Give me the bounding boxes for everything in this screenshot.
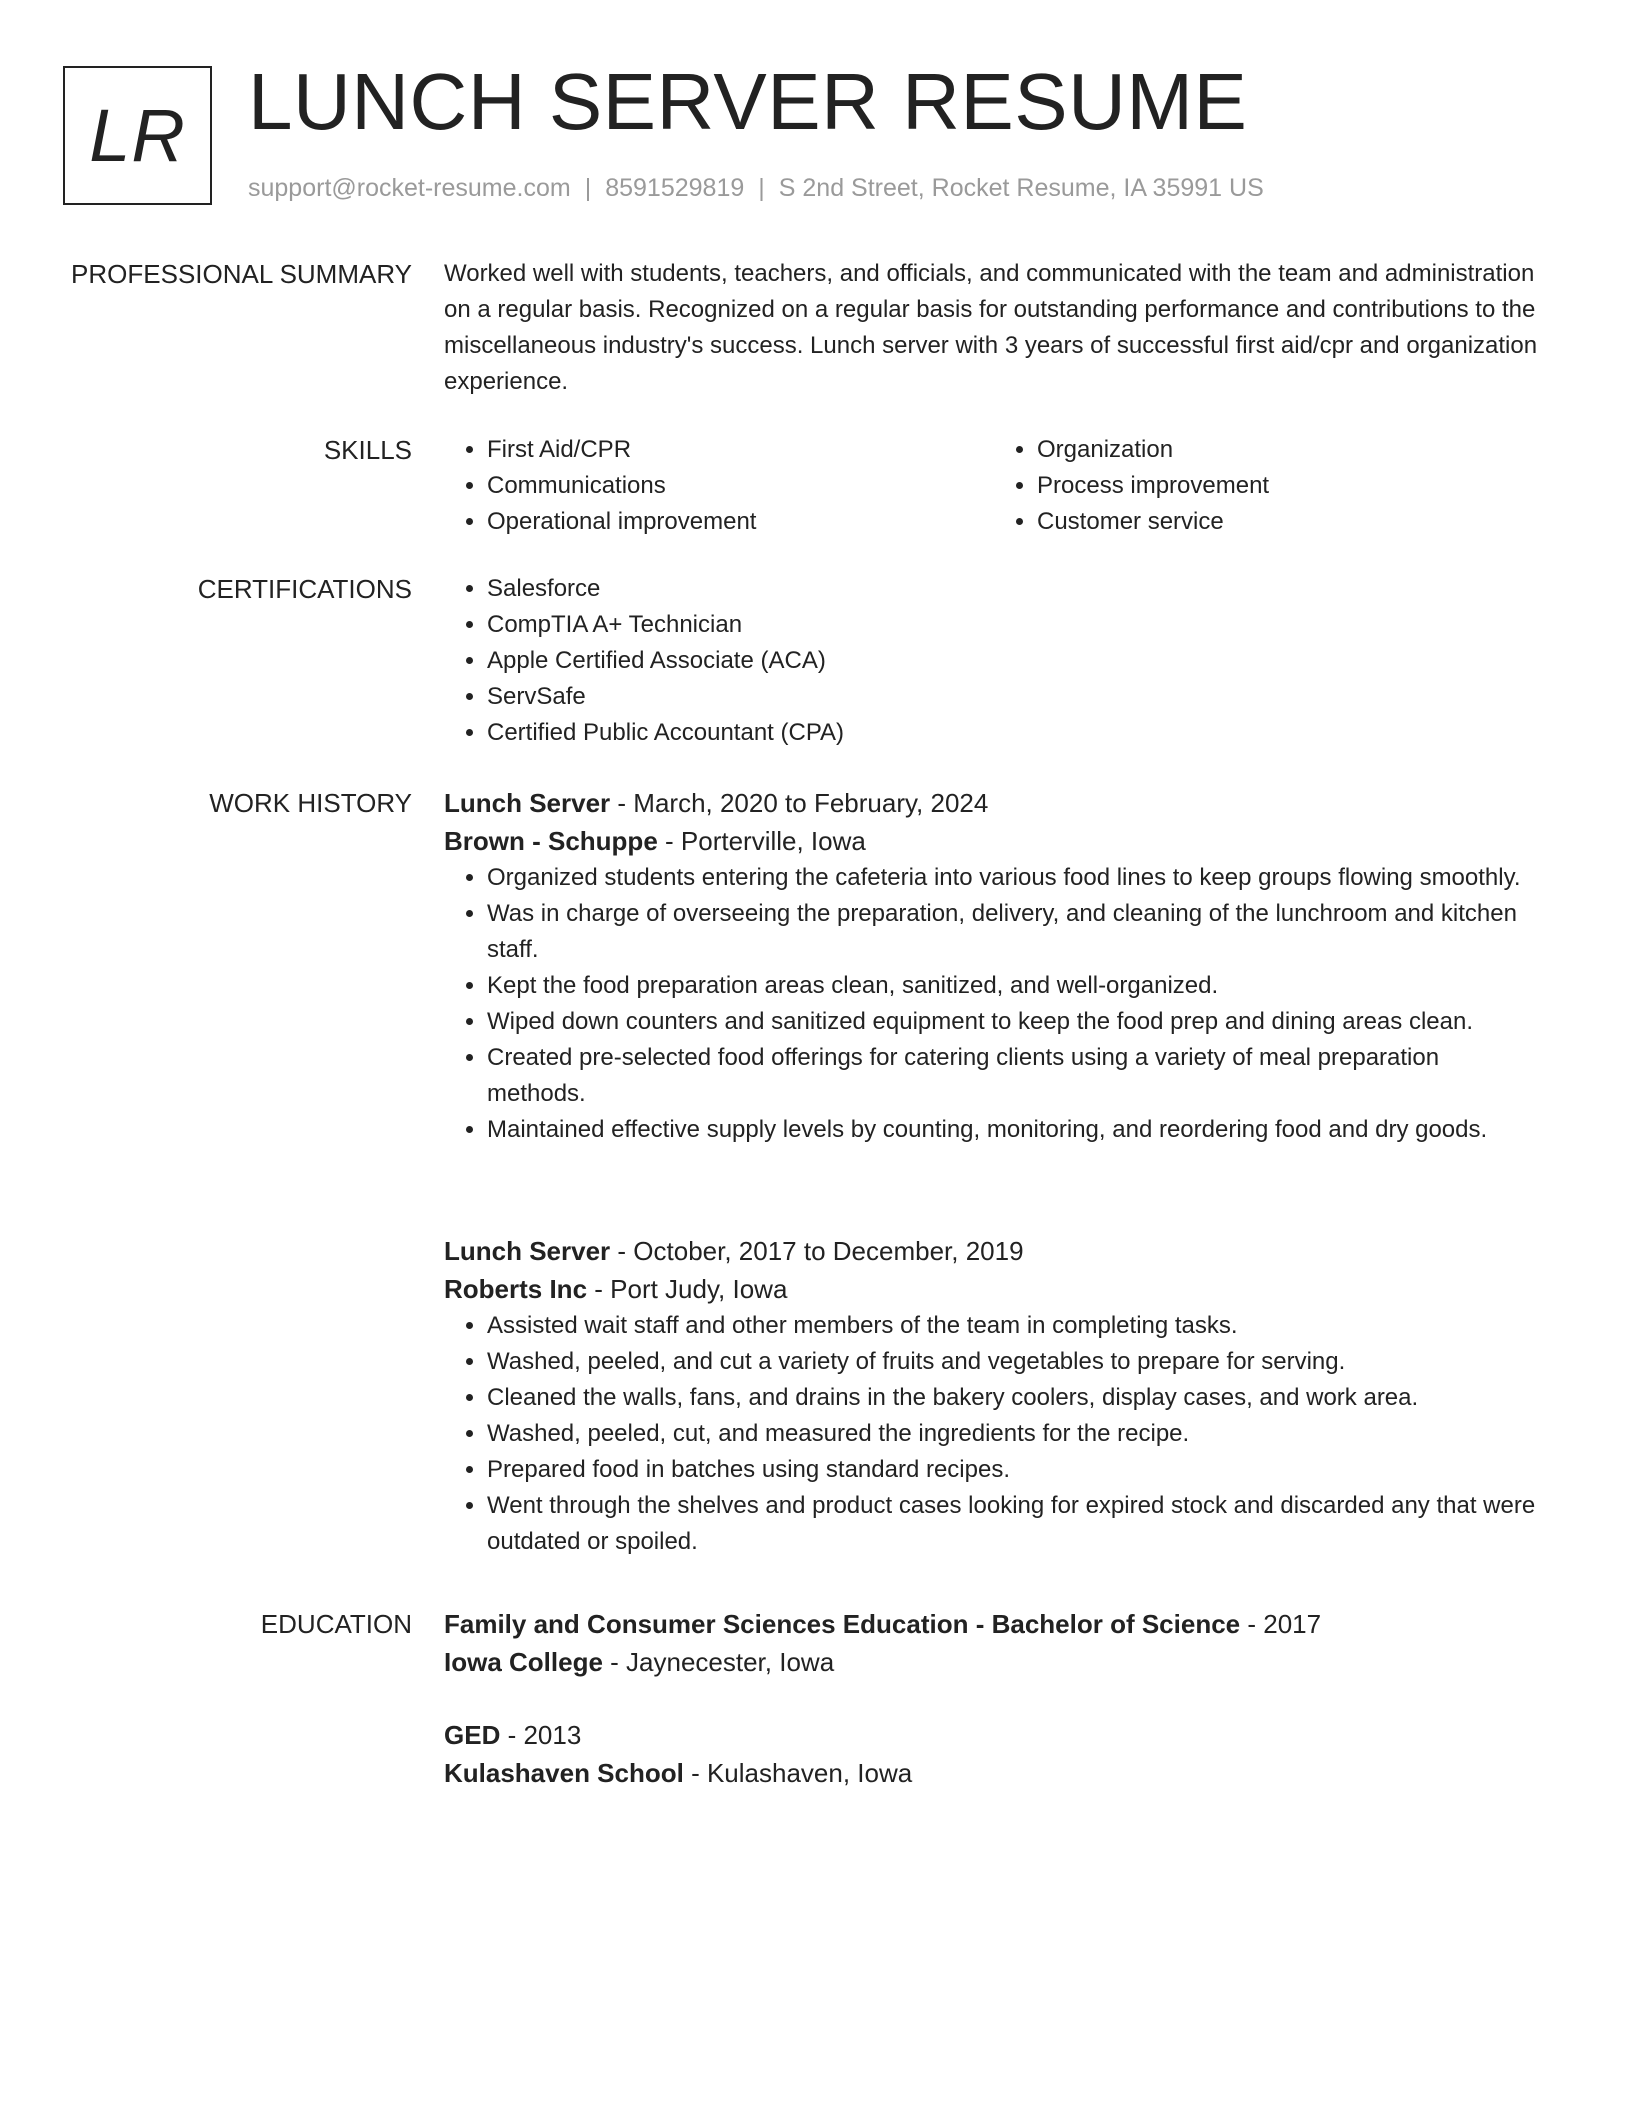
contact-separator: | bbox=[758, 174, 765, 202]
skill-item: • Customer service bbox=[1037, 504, 1544, 540]
education-school: Kulashaven School bbox=[444, 1758, 684, 1788]
job-duty: • Organized students entering the cafeteria into various food lines to keep groups flowing smoothly. bbox=[487, 860, 1544, 896]
education-degree-line bbox=[444, 1716, 1544, 1754]
skill-item: • First Aid/CPR bbox=[487, 432, 994, 468]
contact-line bbox=[248, 171, 1264, 205]
job-duty: • Prepared food in batches using standard recipes. bbox=[487, 1452, 1544, 1488]
resume-title: LUNCH SERVER RESUME bbox=[248, 57, 1248, 146]
skills-list-left bbox=[444, 432, 994, 540]
education-body bbox=[444, 1605, 1544, 1681]
skills-list-right bbox=[994, 432, 1544, 540]
certification-item: • CompTIA A+ Technician bbox=[487, 607, 1544, 643]
contact-separator: | bbox=[584, 174, 592, 202]
job-company-line bbox=[444, 822, 1544, 860]
certification-item: • Apple Certified Associate (ACA) bbox=[487, 643, 1544, 679]
job-location: - Port Judy, Iowa bbox=[594, 1274, 788, 1304]
skill-item: • Operational improvement bbox=[487, 504, 994, 540]
job-duty: • Maintained effective supply levels by counting, monitoring, and reordering food and dry goods. bbox=[487, 1112, 1544, 1148]
contact-address: S 2nd Street, Rocket Resume, IA 35991 US bbox=[778, 174, 1264, 202]
job-duty: • Cleaned the walls, fans, and drains in the bakery coolers, display cases, and work area. bbox=[487, 1380, 1544, 1416]
certification-item: • Certified Public Accountant (CPA) bbox=[487, 715, 1544, 751]
section-label-education: EDUCATION bbox=[260, 1609, 412, 1639]
summary-body bbox=[444, 256, 1544, 400]
education-year: - 2017 bbox=[1247, 1609, 1322, 1639]
section-label-summary: PROFESSIONAL SUMMARY bbox=[71, 259, 412, 289]
job-duties-list bbox=[444, 860, 1544, 1148]
job-dates: - March, 2020 to February, 2024 bbox=[617, 788, 989, 818]
work-history-body bbox=[444, 784, 1544, 1148]
job-title-line bbox=[444, 1232, 1544, 1270]
job-duty: • Wiped down counters and sanitized equipment to keep the food prep and dining areas clean. bbox=[487, 1004, 1544, 1040]
section-label-work: WORK HISTORY bbox=[209, 788, 412, 818]
contact-email[interactable]: support@rocket-resume.com bbox=[248, 174, 571, 202]
job-duty: • Created pre-selected food offerings for catering clients using a variety of meal preparation methods. bbox=[487, 1040, 1544, 1112]
education-degree: Family and Consumer Sciences Education - Bachelor of Science bbox=[444, 1609, 1241, 1639]
job-title: Lunch Server bbox=[444, 788, 611, 818]
job-duty: • Washed, peeled, cut, and measured the ingredients for the recipe. bbox=[487, 1416, 1544, 1452]
section-label-certifications: CERTIFICATIONS bbox=[197, 574, 412, 604]
section-label-skills: SKILLS bbox=[323, 435, 412, 465]
contact-phone[interactable]: 8591529819 bbox=[605, 174, 745, 202]
job-title: Lunch Server bbox=[444, 1236, 611, 1266]
job-company: Brown - Schuppe bbox=[444, 826, 658, 856]
job-duty: • Kept the food preparation areas clean, sanitized, and well-organized. bbox=[487, 968, 1544, 1004]
job-entry bbox=[444, 1232, 1544, 1560]
job-duty: • Went through the shelves and product cases looking for expired stock and discarded any that were outdated or spoiled. bbox=[487, 1488, 1544, 1560]
job-duties-list bbox=[444, 1308, 1544, 1560]
education-school-line bbox=[444, 1643, 1544, 1681]
job-duty: • Assisted wait staff and other members of the team in completing tasks. bbox=[487, 1308, 1544, 1344]
education-school: Iowa College bbox=[444, 1647, 603, 1677]
skill-item: • Process improvement bbox=[1037, 468, 1544, 504]
job-duty: • Washed, peeled, and cut a variety of fruits and vegetables to prepare for serving. bbox=[487, 1344, 1544, 1380]
certification-item: • Salesforce bbox=[487, 571, 1544, 607]
job-dates: - October, 2017 to December, 2019 bbox=[617, 1236, 1024, 1266]
skill-item: • Communications bbox=[487, 468, 994, 504]
education-location: - Kulashaven, Iowa bbox=[691, 1758, 913, 1788]
education-year: - 2013 bbox=[507, 1720, 582, 1750]
certifications-list bbox=[444, 571, 1544, 751]
work-history-body bbox=[444, 1232, 1544, 1560]
certifications-body bbox=[444, 571, 1544, 751]
summary-text: Worked well with students, teachers, and officials, and communicated with the team and administration on a regular basis. Recognized on a regular basis for outstanding performance and contributions to the miscellaneous industry's success. Lunch server with 3 years of successful first aid/cpr and organization experience. bbox=[444, 260, 1538, 395]
job-location: - Porterville, Iowa bbox=[665, 826, 866, 856]
education-degree: GED bbox=[444, 1720, 501, 1750]
certification-item: • ServSafe bbox=[487, 679, 1544, 715]
education-body bbox=[444, 1716, 1544, 1792]
job-title-line bbox=[444, 784, 1544, 822]
skills-body bbox=[444, 432, 1544, 540]
education-location: - Jaynecester, Iowa bbox=[610, 1647, 835, 1677]
education-entry bbox=[444, 1716, 1544, 1792]
education-school-line bbox=[444, 1754, 1544, 1792]
job-company-line bbox=[444, 1270, 1544, 1308]
job-company: Roberts Inc bbox=[444, 1274, 588, 1304]
skill-item: • Organization bbox=[1037, 432, 1544, 468]
education-degree-line bbox=[444, 1605, 1544, 1643]
education-entry bbox=[444, 1605, 1544, 1681]
monogram-logo: LR bbox=[63, 66, 212, 205]
job-duty: • Was in charge of overseeing the preparation, delivery, and cleaning of the lunchroom and kitchen staff. bbox=[487, 896, 1544, 968]
job-entry bbox=[444, 784, 1544, 1148]
